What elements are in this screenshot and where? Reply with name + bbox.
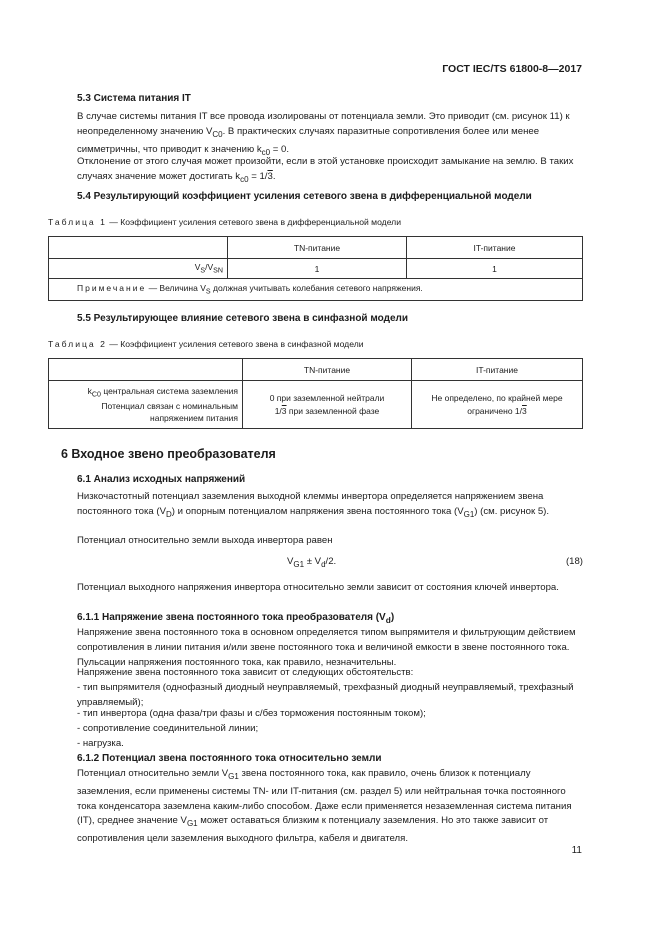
bullet-rectifier-type: - тип выпрямителя (однофазный диодный неуправляемый, трехфазный диодный неуправляемый, трехфазный управляемый); <box>77 682 574 708</box>
section-6-1-1-title: 6.1.1 Напряжение звена постоянного тока преобразователя $(V_d)$ <box>77 612 395 625</box>
standard-header: ГОСТ IEC/TS 61800-8—2017 <box>442 63 582 75</box>
table-1-row-label: $V_S/V_{SN}$ <box>49 259 228 279</box>
section-5-3-paragraph-2: Отклонение от этого случая может произойти, если в этой установке происходит замыкание на землю. В таких случаях значение может достигать $k_{c0} = 1/3$. <box>77 156 574 184</box>
section-5-5-title: 5.5 Результирующее влияние сетевого звена в синфазной модели <box>77 313 409 324</box>
table-2-col-tn: TN-питание <box>243 359 412 381</box>
formula-18-expression: $V_{G1} \pm V_d/2$. <box>287 556 337 569</box>
table-2-row-label: $k_{C0}$ центральная система заземления Потенциал связан с номинальным напряжением питания <box>49 381 243 429</box>
bullet-inverter-type: - тип инвертора (одна фаза/три фазы и с/без торможения постоянным током); <box>77 708 426 719</box>
section-6-title: 6 Входное звено преобразователя <box>61 447 276 461</box>
section-5-4-title: 5.4 Результирующий коэффициент усиления сетевого звена в дифференциальной модели <box>77 191 532 202</box>
bullet-load: - нагрузка. <box>77 738 124 749</box>
table-2-val-it: Не определено, по крайней мере ограничено 1/3 <box>412 381 583 429</box>
section-6-1-title: 6.1 Анализ исходных напряжений <box>77 474 246 485</box>
table-2-col-it: IT-питание <box>412 359 583 381</box>
section-6-1-2-paragraph: Потенциал относительно земли $V_{G1}$ звена постоянного тока, как правило, очень близок к потенциалу заземления, если применены системы TN- или IT-питания (см. раздел 5) или нейтральная точка постоянного тока конденсатора заземлена каким-либо способом. Даже если применяется незаземленная система питания (IT), среднее значение $V_{G1}$ может оставаться близким к потенциалу заземления. Но это также зависит от сопротивления цели заземления выходного фильтра, кабеля и двигателя. <box>77 768 572 844</box>
bullet-line-resistance: - сопротивление соединительной линии; <box>77 723 259 734</box>
table-1 <box>48 236 583 301</box>
section-6-1-paragraph-1: Низкочастотный потенциал заземления выходной клеммы инвертора определяется напряжением звена постоянного тока $(V_D)$ и опорным потенциалом напряжения звена постоянного тока $(V_{G1})$ (см. рисунок 5). <box>77 491 550 519</box>
table-2-caption: Таблица 2 — Коэффициент усиления сетевого звена в синфазной модели <box>48 339 364 349</box>
section-6-1-paragraph-2: Потенциал относительно земли выхода инвертора равен <box>77 535 333 546</box>
section-5-3-paragraph-1: В случае системы питания IT все провода изолированы от потенциала земли. Это приводит (см. рисунок 11) к неопределенному значению $V_{C0}$. В практических случаях паразитные сопротивления более или менее симметричны, что приводит к значению $k_{c0} = 0$. <box>77 111 570 157</box>
section-6-1-1-paragraph-1: Напряжение звена постоянного тока в основном определяется типом выпрямителя и фильтрующим действием сопротивления в линии питания и/или звене постоянного тока и величиной емкости в звене постоянного тока. Пульсации напряжения постоянного тока, как правило, незначительны. <box>77 627 576 668</box>
table-2 <box>48 358 583 429</box>
table-1-empty-header <box>49 237 228 259</box>
table-1-note: Примечание — Величина $V_S$ должная учитывать колебания сетевого напряжения. <box>49 279 583 301</box>
section-5-3-title: 5.3 Система питания IT <box>77 93 191 104</box>
table-1-col-it: IT-питание <box>407 237 583 259</box>
table-1-val-it: 1 <box>407 259 583 279</box>
table-2-val-tn: 0 при заземленной нейтрали 1/3 при заземленной фазе <box>243 381 412 429</box>
table-1-caption: Таблица 1 — Коэффициент усиления сетевого звена в дифференциальной модели <box>48 217 402 227</box>
formula-18-number: (18) <box>565 556 583 567</box>
table-2-empty-header <box>49 359 243 381</box>
page-number: 11 <box>571 845 582 856</box>
section-6-1-paragraph-3: Потенциал выходного напряжения инвертора относительно земли зависит от состояния ключей инвертора. <box>77 582 559 593</box>
table-1-val-tn: 1 <box>228 259 407 279</box>
table-1-col-tn: TN-питание <box>228 237 407 259</box>
section-6-1-2-title: 6.1.2 Потенциал звена постоянного тока относительно земли <box>77 753 382 764</box>
section-6-1-1-paragraph-2: Напряжение звена постоянного тока зависит от следующих обстоятельств: <box>77 667 414 678</box>
